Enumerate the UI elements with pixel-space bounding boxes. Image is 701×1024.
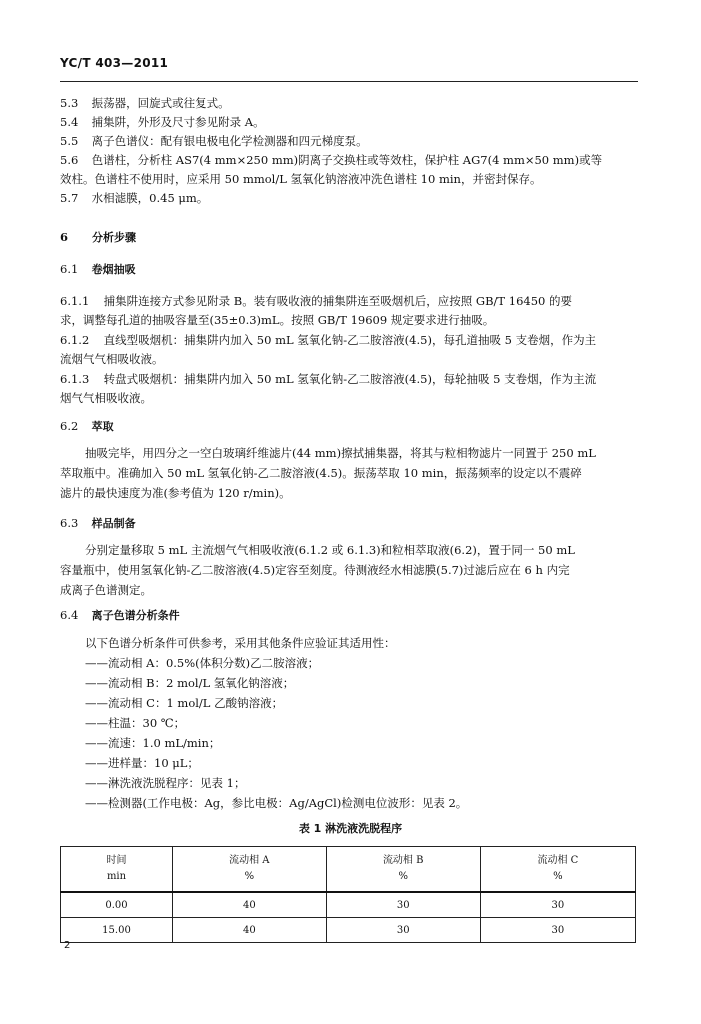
condition-item: ——流动相 A：0.5%(体积分数)乙二胺溶液； <box>85 656 320 670</box>
item-text: 振荡器，回旋式或往复式。 <box>91 96 230 110</box>
para-6-3-line1: 分别定量移取 5 mL 主流烟气气相吸收液(6.1.2 或 6.1.3)和粒相萃取液(6.2)，置于同一 50 mL <box>85 543 575 557</box>
table-cell: 40 <box>173 918 327 943</box>
page-number: 2 <box>64 940 71 951</box>
section-6-3-heading <box>60 514 640 533</box>
item-text: 捕集阱，外形及尺寸参见附录 A。 <box>91 115 265 129</box>
document-id: YC/T 403—2011 <box>60 56 169 70</box>
table-caption: 表 1 淋洗液洗脱程序 <box>298 822 403 835</box>
item-number: 5.6 <box>60 153 79 167</box>
item-5-6-cont: 效柱。色谱柱不使用时，应采用 50 mmol/L 氢氧化钠溶液冲洗色谱柱 10 min，并密封保存。 <box>60 172 542 186</box>
para-6-3-line3: 成离子色谱测定。 <box>60 583 152 597</box>
condition-item: ——流动相 C：1 mol/L 乙酸钠溶液； <box>85 696 284 710</box>
section-6-heading <box>60 228 640 247</box>
condition-item: ——检测器(工作电极：Ag，参比电极：Ag/AgCl)检测电位波形：见表 2。 <box>85 796 468 810</box>
item-number: 5.5 <box>60 134 79 148</box>
header-time <box>61 847 173 893</box>
para-number: 6.1.2 <box>60 333 90 347</box>
item-text: 水相滤膜，0.45 μm。 <box>91 191 209 205</box>
para-number: 6.1.3 <box>60 372 90 386</box>
section-6-2-heading <box>60 417 640 436</box>
para-text: 直线型吸烟机：捕集阱内加入 50 mL 氢氧化钠-乙二胺溶液(4.5)，每孔道抽吸 5 支卷烟，作为主 <box>103 333 597 347</box>
table-row <box>61 918 636 943</box>
item-5-3 <box>60 94 640 112</box>
section-number: 6.2 <box>60 419 79 433</box>
header-rule <box>60 81 638 82</box>
header-unit: min <box>106 871 127 882</box>
header-label: 流动相 B <box>382 855 424 866</box>
section-title: 卷烟抽吸 <box>91 263 136 276</box>
para-6-1-2-cont: 流烟气气相吸收液。 <box>60 352 164 366</box>
section-number: 6 <box>60 230 69 244</box>
header-unit: % <box>244 871 255 882</box>
table-cell: 0.00 <box>61 892 173 918</box>
item-5-6 <box>60 151 640 169</box>
header-label: 流动相 A <box>229 855 270 866</box>
condition-item: ——进样量：10 μL； <box>85 756 199 770</box>
section-6-1-heading <box>60 260 640 279</box>
condition-item: ——流动相 B：2 mol/L 氢氧化钠溶液； <box>85 676 295 690</box>
para-6-4-intro: 以下色谱分析条件可供参考，采用其他条件应验证其适用性： <box>85 636 396 650</box>
table-cell: 30 <box>480 918 635 943</box>
header-label: 时间 <box>106 855 127 866</box>
section-title: 离子色谱分析条件 <box>91 609 180 622</box>
para-6-1-1-cont: 求，调整每孔道的抽吸容量至(35±0.3)mL。按照 GB/T 19609 规定要求进行抽吸。 <box>60 313 495 327</box>
item-number: 5.7 <box>60 191 79 205</box>
header-phase-c <box>480 847 635 893</box>
condition-item: ——流速：1.0 mL/min； <box>85 736 221 750</box>
table-cell: 30 <box>480 892 635 918</box>
condition-item: ——淋洗液洗脱程序：见表 1； <box>85 776 246 790</box>
header-unit: % <box>553 871 563 882</box>
table-cell: 40 <box>173 892 327 918</box>
section-6-4-heading <box>60 606 640 625</box>
para-number: 6.1.1 <box>60 294 90 308</box>
para-6-2-line2: 萃取瓶中。准确加入 50 mL 氢氧化钠-乙二胺溶液(4.5)。振荡萃取 10 min，振荡频率的设定以不震碎 <box>60 466 582 480</box>
header-label: 流动相 C <box>537 855 579 866</box>
para-6-3-line2: 容量瓶中，使用氢氧化钠-乙二胺溶液(4.5)定容至刻度。待测液经水相滤膜(5.7)过滤后应在 6 h 内完 <box>60 563 570 577</box>
condition-item: ——柱温：30 ℃； <box>85 716 186 730</box>
table-cell: 30 <box>326 892 480 918</box>
para-6-2-line1: 抽吸完毕，用四分之一空白玻璃纤维滤片(44 mm)擦拭捕集器，将其与粒相物滤片一同置于 250 mL <box>85 446 596 460</box>
table-cell: 30 <box>326 918 480 943</box>
section-title: 样品制备 <box>91 517 136 530</box>
para-6-2-line3: 滤片的最快速度为准(参考值为 120 r/min)。 <box>60 486 291 500</box>
item-5-7 <box>60 189 640 207</box>
section-number: 6.3 <box>60 516 79 530</box>
para-6-1-3 <box>60 370 640 388</box>
para-text: 转盘式吸烟机：捕集阱内加入 50 mL 氢氧化钠-乙二胺溶液(4.5)，每轮抽吸 5 支卷烟，作为主流 <box>103 372 597 386</box>
item-5-4 <box>60 113 640 131</box>
para-text: 捕集阱连接方式参见附录 B。装有吸收液的捕集阱连至吸烟机后，应按照 GB/T 16450 的要 <box>103 294 572 308</box>
header-phase-a <box>173 847 327 893</box>
item-number: 5.4 <box>60 115 79 129</box>
section-title: 萃取 <box>91 420 114 433</box>
para-6-1-1 <box>60 292 640 310</box>
section-title: 分析步骤 <box>92 231 137 244</box>
para-6-1-3-cont: 烟气气相吸收液。 <box>60 391 152 405</box>
header-unit: % <box>398 871 408 882</box>
section-number: 6.4 <box>60 608 79 622</box>
table-cell: 15.00 <box>61 918 173 943</box>
item-number: 5.3 <box>60 96 79 110</box>
para-6-1-2 <box>60 331 640 349</box>
item-text: 离子色谱仪：配有银电极电化学检测器和四元梯度泵。 <box>91 134 368 148</box>
section-number: 6.1 <box>60 262 79 276</box>
item-text: 色谱柱，分析柱 AS7(4 mm×250 mm)阴离子交换柱或等效柱，保护柱 AG7(4 mm×50 mm)或等 <box>91 153 603 167</box>
elution-table <box>60 846 636 943</box>
item-5-5 <box>60 132 640 150</box>
header-phase-b <box>326 847 480 893</box>
table-header-row <box>61 847 636 893</box>
table-row <box>61 892 636 918</box>
